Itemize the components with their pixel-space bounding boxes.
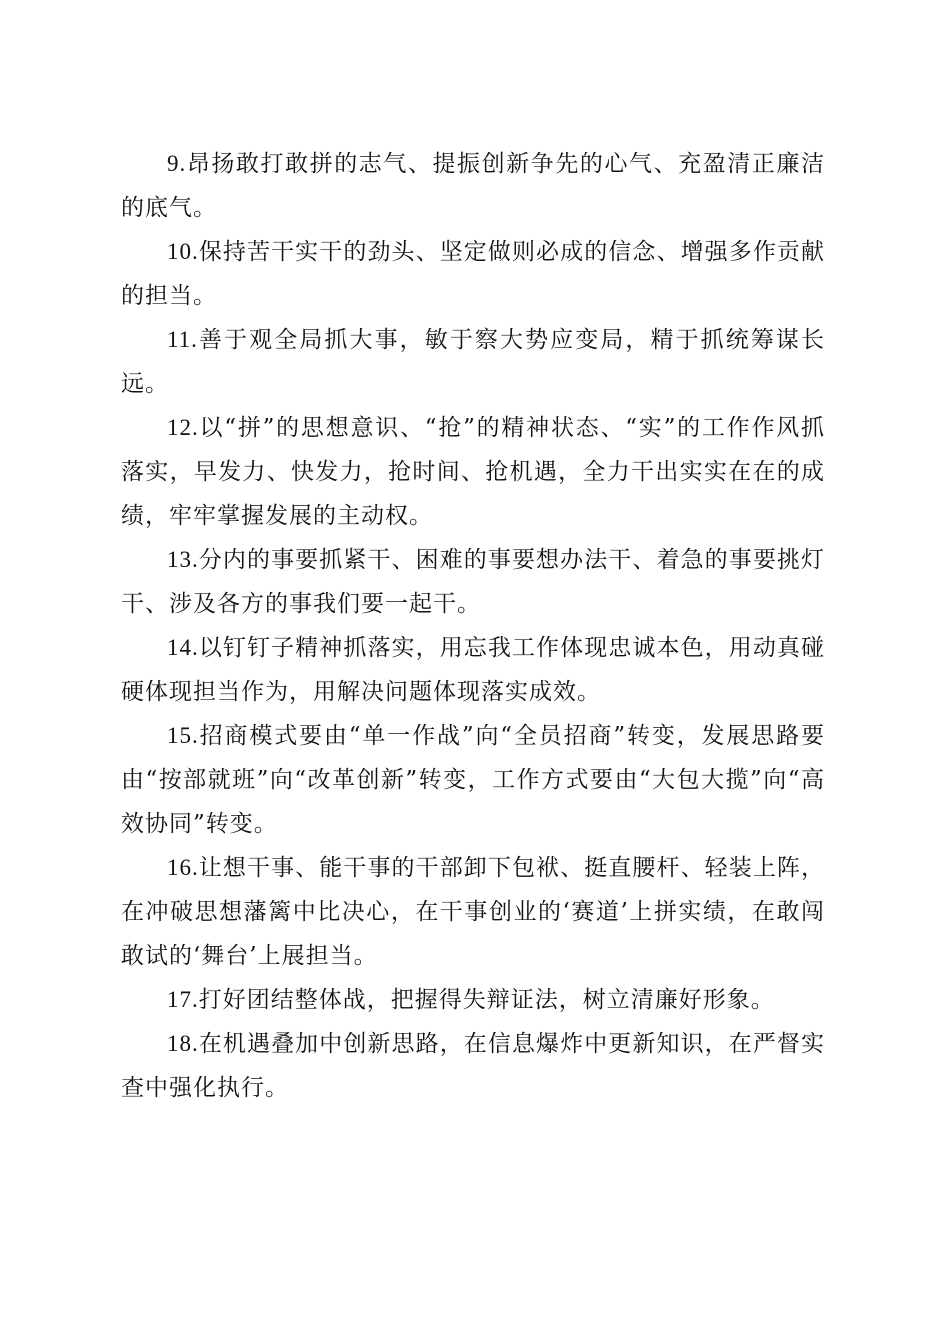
- paragraph-text: 善于观全局抓大事，敏于察大势应变局，精于抓统筹谋长远。: [121, 327, 825, 397]
- paragraph-text: 打好团结整体战，把握得失辩证法，树立清廉好形象。: [198, 987, 775, 1013]
- document-body: [121, 142, 825, 1110]
- paragraph-text: 昂扬敢打敢拼的志气、提振创新争先的心气、充盈清正廉洁的底气。: [121, 151, 825, 221]
- paragraph-text: 让想干事、能干事的干部卸下包袱、挺直腰杆、轻装上阵，在冲破思想藩篱中比决心，在干事创业的‘赛道’上拼实绩，在敢闯敢试的‘舞台’上展担当。: [121, 855, 825, 969]
- paragraph-text: 以“拼”的思想意识、“抢”的精神状态、“实”的工作作风抓落实，早发力、快发力，抢时间、抢机遇，全力干出实实在在的成绩，牢牢掌握发展的主动权。: [121, 415, 825, 529]
- paragraph-17: [121, 978, 825, 1022]
- paragraph-number: 12.: [167, 415, 199, 440]
- paragraph-number: 14.: [167, 635, 199, 660]
- paragraph-text: 招商模式要由“单一作战”向“全员招商”转变，发展思路要由“按部就班”向“改革创新”转变，工作方式要由“大包大揽”向“高效协同”转变。: [121, 723, 825, 837]
- paragraph-16: [121, 846, 825, 978]
- paragraph-number: 11.: [167, 327, 198, 352]
- paragraph-11: [121, 318, 825, 406]
- paragraph-12: [121, 406, 825, 538]
- paragraph-number: 9.: [167, 151, 187, 176]
- paragraph-number: 10.: [167, 239, 199, 264]
- paragraph-15: [121, 714, 825, 846]
- paragraph-text: 以钉钉子精神抓落实，用忘我工作体现忠诚本色，用动真碰硬体现担当作为，用解决问题体现落实成效。: [121, 635, 825, 705]
- paragraph-number: 18.: [167, 1031, 199, 1056]
- paragraph-text: 保持苦干实干的劲头、坚定做则必成的信念、增强多作贡献的担当。: [121, 239, 825, 309]
- paragraph-number: 16.: [167, 855, 199, 880]
- paragraph-text: 分内的事要抓紧干、困难的事要想办法干、着急的事要挑灯干、涉及各方的事我们要一起干。: [121, 547, 825, 617]
- paragraph-9: [121, 142, 825, 230]
- paragraph-number: 17.: [167, 987, 199, 1012]
- paragraph-10: [121, 230, 825, 318]
- paragraph-number: 15.: [167, 723, 199, 748]
- paragraph-text: 在机遇叠加中创新思路，在信息爆炸中更新知识，在严督实查中强化执行。: [121, 1031, 825, 1101]
- paragraph-number: 13.: [167, 547, 199, 572]
- paragraph-18: [121, 1022, 825, 1110]
- paragraph-14: [121, 626, 825, 714]
- paragraph-13: [121, 538, 825, 626]
